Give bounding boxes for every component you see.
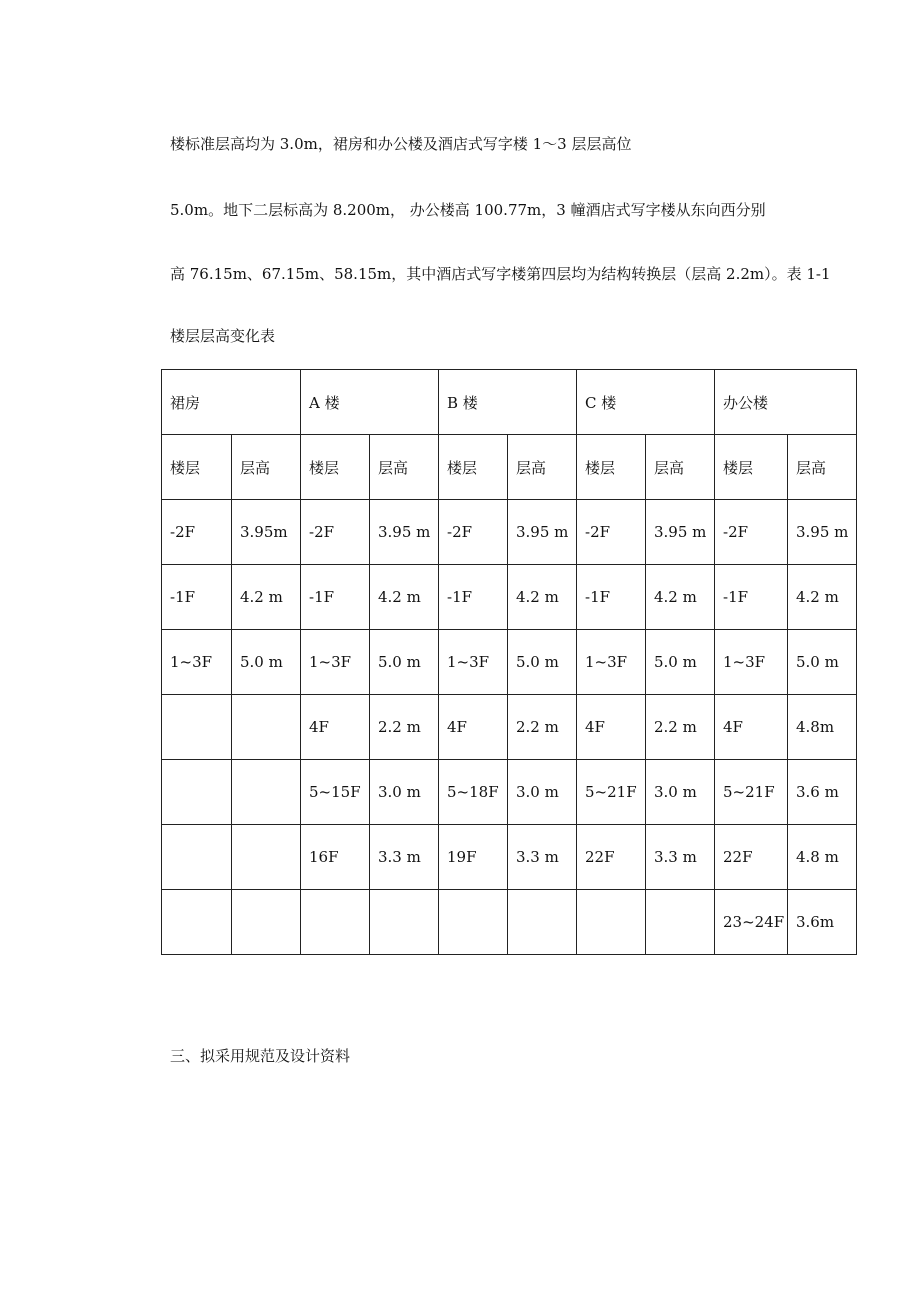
floor-cell: 1~3F	[577, 630, 646, 695]
height-cell: 4.8 m	[788, 825, 857, 890]
floor-cell: 4F	[439, 695, 508, 760]
floor-cell: 1~3F	[715, 630, 788, 695]
floor-cell: 23~24F	[715, 890, 788, 955]
floor-cell	[162, 890, 232, 955]
table-row	[162, 890, 857, 955]
subheader-height: 层高	[646, 435, 715, 500]
subheader-floor: 楼层	[715, 435, 788, 500]
height-cell: 4.2 m	[508, 565, 577, 630]
height-cell: 3.95 m	[788, 500, 857, 565]
height-cell	[508, 890, 577, 955]
height-cell	[232, 825, 301, 890]
paragraph-line-3: 高 76.15m、67.15m、58.15m，其中酒店式写字楼第四层均为结构转换层（层高 2.2m）。表 1-1	[170, 265, 831, 283]
table-row	[162, 565, 857, 630]
floor-cell	[162, 825, 232, 890]
height-cell	[232, 695, 301, 760]
height-cell: 5.0 m	[232, 630, 301, 695]
height-cell: 3.3 m	[370, 825, 439, 890]
group-header-building-a: A 楼	[301, 370, 439, 435]
floor-cell: -1F	[715, 565, 788, 630]
subheader-row	[162, 435, 857, 500]
floor-cell: -2F	[715, 500, 788, 565]
floor-cell: 5~18F	[439, 760, 508, 825]
height-cell: 3.3 m	[646, 825, 715, 890]
group-header-row	[162, 370, 857, 435]
floor-cell	[439, 890, 508, 955]
height-cell: 3.0 m	[646, 760, 715, 825]
subheader-height: 层高	[232, 435, 301, 500]
floor-cell: 16F	[301, 825, 370, 890]
height-cell: 3.95 m	[508, 500, 577, 565]
floor-cell: -1F	[301, 565, 370, 630]
floor-cell: 19F	[439, 825, 508, 890]
table-caption: 楼层层高变化表	[170, 327, 276, 345]
group-header-building-b: B 楼	[439, 370, 577, 435]
floor-cell: -2F	[439, 500, 508, 565]
subheader-height: 层高	[508, 435, 577, 500]
floor-cell: 4F	[301, 695, 370, 760]
section-heading: 三、拟采用规范及设计资料	[170, 1047, 351, 1065]
floor-cell: 5~21F	[577, 760, 646, 825]
group-header-podium: 裙房	[162, 370, 301, 435]
floor-cell: 1~3F	[301, 630, 370, 695]
table-row	[162, 695, 857, 760]
floor-cell: 1~3F	[439, 630, 508, 695]
table-row	[162, 825, 857, 890]
floor-cell: 22F	[715, 825, 788, 890]
floor-cell: -2F	[301, 500, 370, 565]
floor-cell: -1F	[577, 565, 646, 630]
table-row	[162, 760, 857, 825]
subheader-floor: 楼层	[301, 435, 370, 500]
group-header-building-c: C 楼	[577, 370, 715, 435]
floor-cell	[162, 760, 232, 825]
floor-cell: 5~15F	[301, 760, 370, 825]
height-cell: 5.0 m	[646, 630, 715, 695]
floor-cell: 4F	[577, 695, 646, 760]
subheader-height: 层高	[788, 435, 857, 500]
height-cell: 4.2 m	[232, 565, 301, 630]
height-cell: 4.8m	[788, 695, 857, 760]
floor-cell	[162, 695, 232, 760]
subheader-floor: 楼层	[162, 435, 232, 500]
height-cell: 3.95m	[232, 500, 301, 565]
height-cell: 3.95 m	[370, 500, 439, 565]
table-row	[162, 500, 857, 565]
floor-cell	[301, 890, 370, 955]
floor-height-table	[161, 369, 857, 955]
height-cell: 3.0 m	[508, 760, 577, 825]
floor-cell: 1~3F	[162, 630, 232, 695]
height-cell: 5.0 m	[370, 630, 439, 695]
height-cell: 5.0 m	[508, 630, 577, 695]
floor-cell: -1F	[162, 565, 232, 630]
paragraph-line-1: 楼标准层高均为 3.0m，裙房和办公楼及酒店式写字楼 1～3 层层高位	[170, 135, 632, 153]
height-cell: 3.6m	[788, 890, 857, 955]
floor-cell: -2F	[577, 500, 646, 565]
subheader-height: 层高	[370, 435, 439, 500]
height-cell: 4.2 m	[646, 565, 715, 630]
subheader-floor: 楼层	[439, 435, 508, 500]
height-cell: 2.2 m	[508, 695, 577, 760]
height-cell	[646, 890, 715, 955]
height-cell: 4.2 m	[788, 565, 857, 630]
height-cell: 2.2 m	[646, 695, 715, 760]
floor-cell: -1F	[439, 565, 508, 630]
height-cell: 3.6 m	[788, 760, 857, 825]
floor-cell	[577, 890, 646, 955]
height-cell: 3.0 m	[370, 760, 439, 825]
height-cell: 2.2 m	[370, 695, 439, 760]
paragraph-line-2: 5.0m。地下二层标高为 8.200m， 办公楼高 100.77m，3 幢酒店式写字楼从东向西分别	[170, 201, 766, 219]
height-cell: 3.95 m	[646, 500, 715, 565]
height-cell	[370, 890, 439, 955]
table-row	[162, 630, 857, 695]
floor-cell: -2F	[162, 500, 232, 565]
height-cell	[232, 890, 301, 955]
floor-cell: 5~21F	[715, 760, 788, 825]
height-cell: 5.0 m	[788, 630, 857, 695]
group-header-office: 办公楼	[715, 370, 857, 435]
height-cell: 4.2 m	[370, 565, 439, 630]
height-cell	[232, 760, 301, 825]
floor-cell: 4F	[715, 695, 788, 760]
floor-cell: 22F	[577, 825, 646, 890]
subheader-floor: 楼层	[577, 435, 646, 500]
height-cell: 3.3 m	[508, 825, 577, 890]
